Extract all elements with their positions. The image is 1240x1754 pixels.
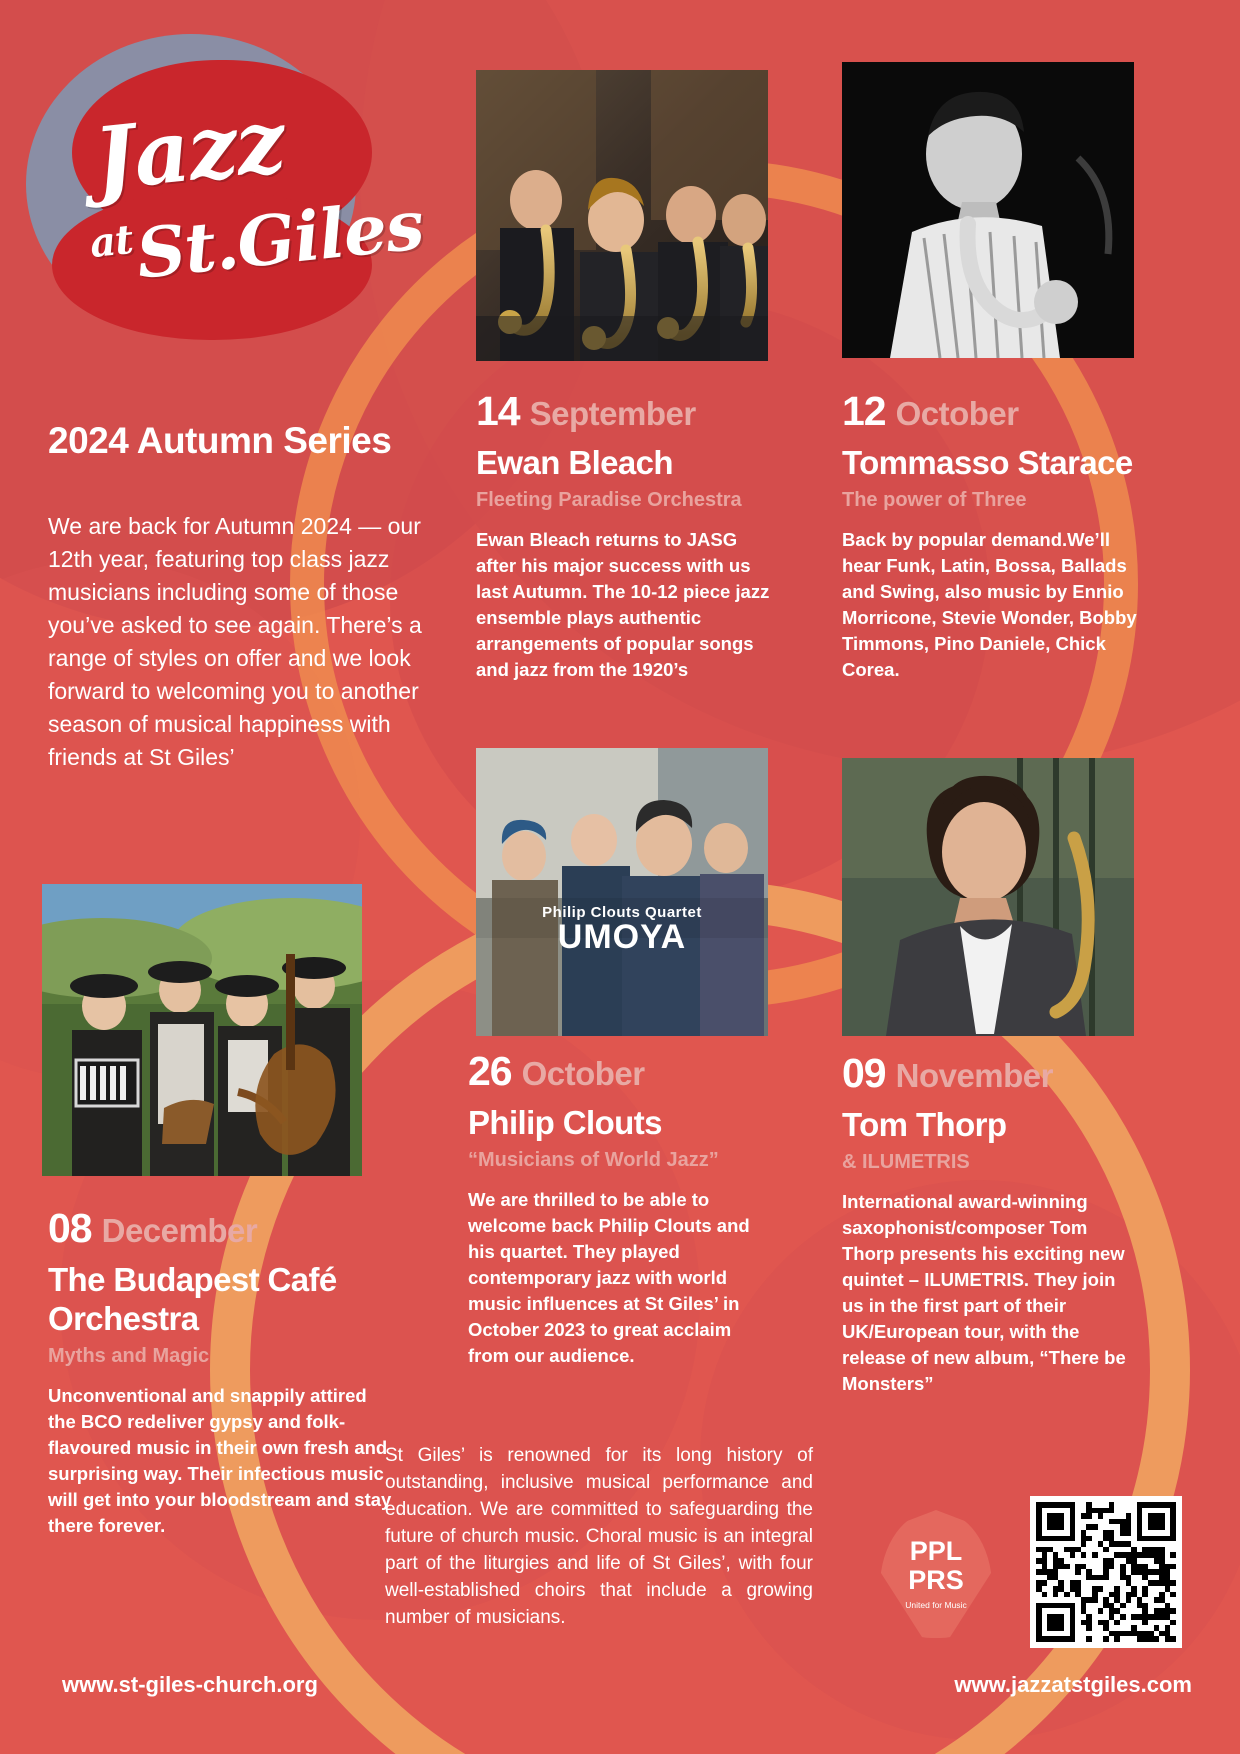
event-date [48,1205,393,1252]
photo-tom-thorp [842,758,1134,1036]
event-subtitle: “Musicians of World Jazz” [468,1149,719,1171]
event-month: September [529,395,696,432]
event-month: October [521,1055,645,1092]
series-title: 2024 Autumn Series [48,420,392,461]
event-artist: Ewan Bleach [476,444,673,481]
qr-code[interactable] [1030,1496,1182,1648]
event-date [476,388,776,435]
photo-budapest-cafe-orchestra [42,884,362,1176]
venue-description: St Giles’ is renowned for its long history of outstanding, inclusive musical performance and education. We are committed to safeguarding the future of church music. Choral music is an integral part of the liturgies and life of St Giles’, with four well-established choirs that include a growing number of musicians. [385,1445,813,1628]
event-description: Unconventional and snappily attired the BCO redeliver gypsy and folk-flavoured music in their own fresh and surprising way. Their infectious music will get into your bloodstream and stay there forever. [48,1385,392,1536]
event-description: Back by popular demand.We’ll hear Funk, Latin, Bossa, Ballads and Swing, also music by Ennio Morricone, Stevie Wonder, Bobby Timmons, Pino Daniele, Chick Corea. [842,529,1137,680]
ppl-prs-text [880,1510,992,1638]
event-subtitle: & ILUMETRIS [842,1151,970,1173]
event-card-philip-clouts [468,1048,768,1369]
event-card-tommasso-starace [842,388,1142,683]
event-artist: Tommasso Starace [842,444,1133,481]
footer-jazz-url[interactable]: www.jazzatstgiles.com [954,1672,1192,1697]
event-month: October [895,395,1019,432]
logo-wordmark [16,22,427,352]
jazz-at-st-giles-logo [16,22,427,352]
event-subtitle: Fleeting Paradise Orchestra [476,489,742,511]
qr-code-grid [1036,1502,1176,1642]
logo-text-at: at [87,215,135,268]
event-day: 09 [842,1050,886,1096]
event-artist: The Budapest Café Orchestra [48,1261,337,1337]
photo-umoya-album-cover [476,748,768,1036]
event-artist: Philip Clouts [468,1104,662,1141]
event-card-budapest-cafe-orchestra [48,1205,393,1539]
event-description: We are thrilled to be able to welcome back Philip Clouts and his quartet. They played contemporary jazz with world music influences at St Giles’ in October 2023 to great acclaim from our audience. [468,1189,750,1366]
event-description: Ewan Bleach returns to JASG after his major success with us last Autumn. The 10-12 piece jazz ensemble plays authentic arrangements of popular songs and jazz from the 1920’s [476,529,770,680]
event-day: 26 [468,1048,512,1094]
event-subtitle: The power of Three [842,489,1027,511]
ppl-line3: United for Music [905,1600,967,1611]
event-date [842,1050,1137,1097]
ppl-line1: PPL [909,1536,963,1567]
footer-church-url[interactable]: www.st-giles-church.org [62,1672,318,1697]
event-card-ewan-bleach [476,388,776,683]
logo-text-stgiles: St.Giles [132,185,427,295]
event-artist: Tom Thorp [842,1106,1007,1143]
photo-ewan-bleach-orchestra [476,70,768,361]
album-artist-line: Philip Clouts Quartet [542,903,702,921]
ppl-line2: PRS [908,1565,964,1596]
event-subtitle: Myths and Magic [48,1345,210,1367]
album-title-line: UMOYA [557,917,687,956]
event-day: 12 [842,388,886,434]
series-intro-text: We are back for Autumn 2024 — our 12th year, featuring top class jazz musicians including some of those you’ve asked to see again. There’s a range of styles on offer and we look forward to welcoming you to another season of musical happiness with friends at St Giles’ [48,513,422,770]
event-description: International award-winning saxophonist/composer Tom Thorp presents his exciting new quintet – ILUMETRIS. They join us in the first part of their UK/European tour, with the release of new album, “There be Monsters” [842,1191,1126,1394]
event-day: 08 [48,1205,92,1251]
ppl-prs-logo [880,1510,992,1638]
event-card-tom-thorp [842,1050,1137,1397]
photo-tommasso-starace [842,62,1134,358]
event-month: November [895,1057,1053,1094]
event-month: December [101,1212,258,1249]
event-date [842,388,1142,435]
event-date [468,1048,768,1095]
logo-text-jazz: Jazz [89,90,289,211]
event-day: 14 [476,388,520,434]
